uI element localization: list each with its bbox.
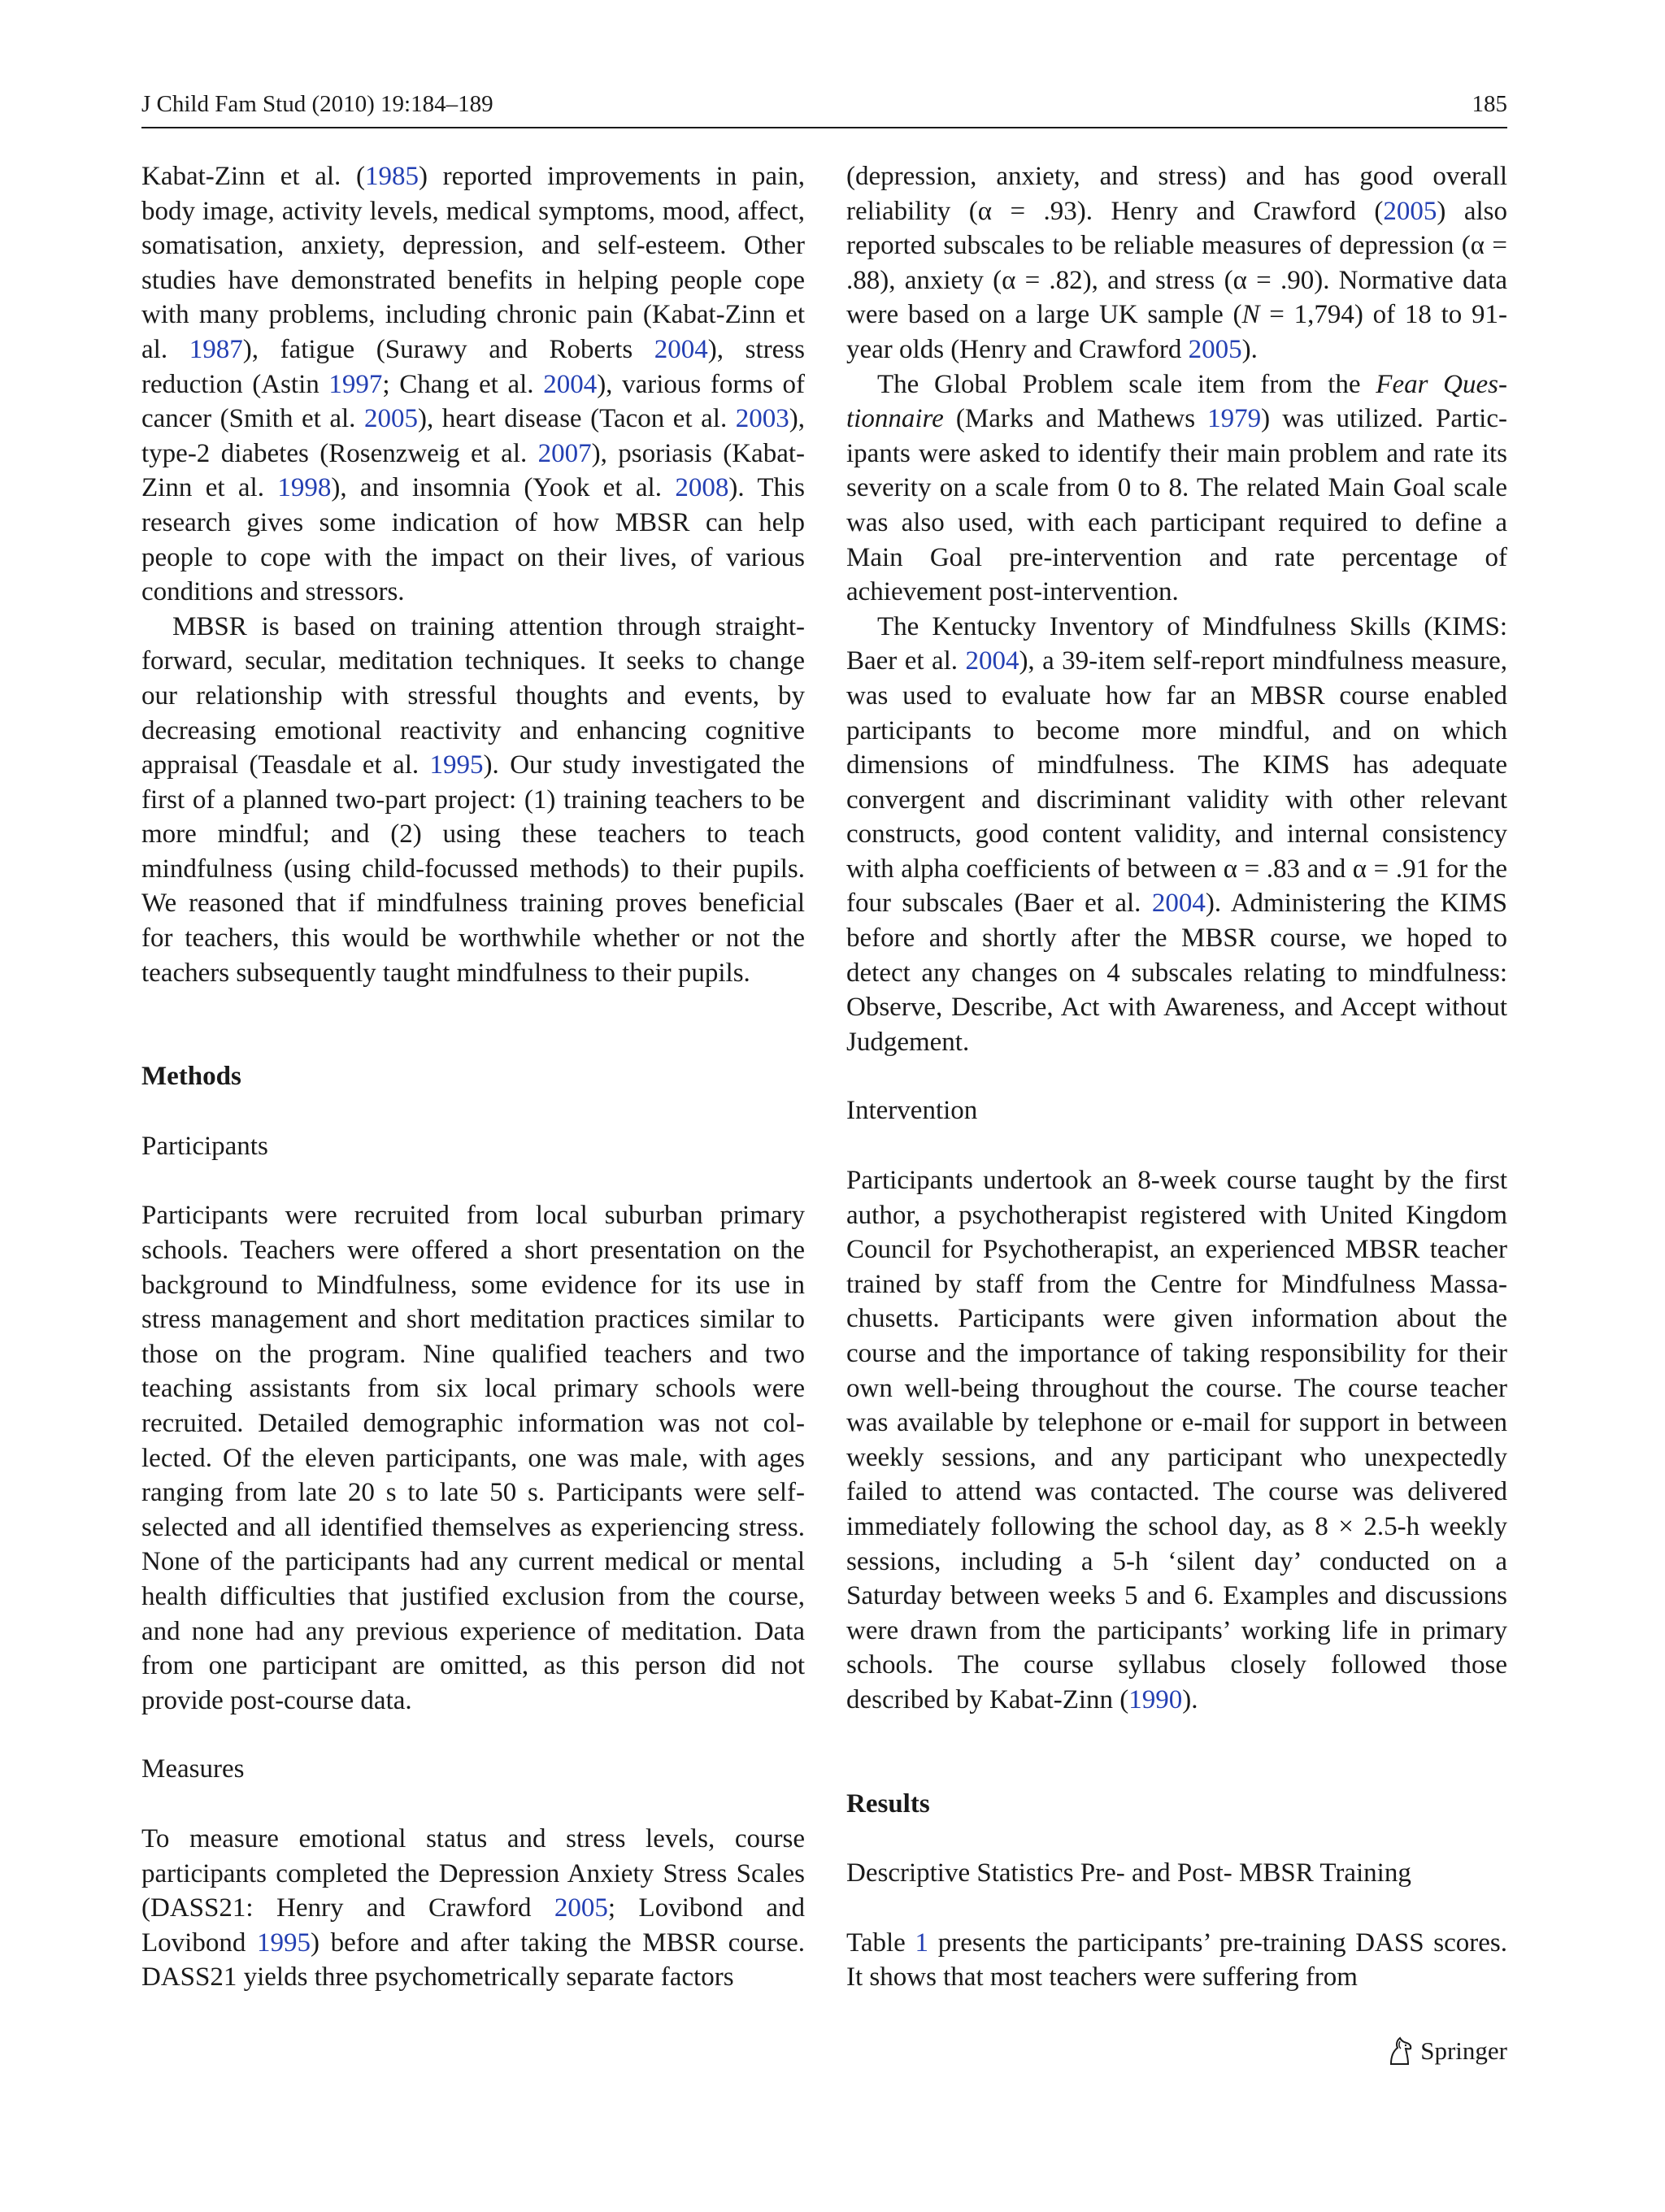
- citation-link[interactable]: 2004: [1151, 889, 1206, 919]
- right-column: [846, 159, 1507, 1995]
- table-link[interactable]: 1: [915, 1927, 929, 1958]
- citation-link[interactable]: 1997: [328, 369, 383, 399]
- paragraph-intervention: Participants undertook an 8-week course taught by the first author, a psychotherapist registered with United Kingdom Council for Psychotherapist, an experienced MBSR teacher trained by staff from the Centre for Mindfulness Massachusetts. Participants were given information about the course and the importance of taking responsibility for their own well-being throughout the course. The course teacher was available by telephone or e-mail for support in between weekly sessions, and any participant who unexpectedly failed to attend was contacted. The course was delivered immediately following the school day, as 8 × 2.5-h weekly sessions, including a 5-h ‘silent day’ conducted on a Saturday between weeks 5 and 6. Examples and discussions were drawn from the participants’ working life in primary schools. The course syllabus closely followed those described by Kabat-Zinn (1990).: [846, 1166, 1507, 1714]
- paragraph-table-intro: Table 1 presents the participants’ pre-training DASS scores. It shows that most teachers were suffering from: [846, 1927, 1507, 1993]
- section-heading-results: Results: [846, 1788, 930, 1819]
- paragraph-mbsr-training: MBSR is based on training attention through straightforward, secular, meditation techniques. It seeks to change our relationship with stressful thoughts and events, by decreasing emotional reactivity and enhancing cognitive appraisal (Teasdale et al. 1995). Our study investigated the first of a planned two-part project: (1) training teachers to be more mindful; and (2) using these teachers to teach mindfulness (using child-focussed methods) to their pupils. We reasoned that if mindfulness training proves beneficial for teachers, this would be worthwhile whether or not the teachers subsequently taught mindfulness to their pupils.: [141, 611, 805, 988]
- citation-link[interactable]: 2003: [735, 404, 789, 434]
- section-heading-methods: Methods: [141, 1062, 241, 1092]
- citation-link[interactable]: 2005: [1383, 196, 1437, 226]
- citation-link[interactable]: 2007: [537, 438, 592, 468]
- subsection-heading-descriptive-statistics: Descriptive Statistics Pre- and Post- MBSR Training: [846, 1858, 1411, 1888]
- citation-link[interactable]: 2004: [654, 334, 708, 364]
- citation-link[interactable]: 2004: [543, 369, 598, 399]
- subsection-heading-measures: Measures: [141, 1754, 245, 1784]
- citation-link[interactable]: 2005: [1188, 334, 1242, 364]
- left-column: [141, 159, 805, 1995]
- paragraph-measures: To measure emotional status and stress levels, course participants completed the Depression Anxiety Stress Scales (DASS21: Henry and Crawford 2005; Lovibond and Lovibond 1995) before and after taking the MBSR course. DASS21 yields three psychometrically separate factors: [141, 1823, 806, 1993]
- paragraph-mbsr-benefits: Kabat-Zinn et al. (1985) reported improvements in pain, body image, activity levels, medical symptoms, mood, affect, somatisation, anxiety, depression, and self-esteem. Other studies have demonstrated benefits in helping people cope with many problems, including chronic pain (Kabat-Zinn et al. 1987), fatigue (Surawy and Roberts 2004), stress reduction (Astin 1997; Chang et al. 2004), various forms of cancer (Smith et al. 2005), heart disease (Tacon et al. 2003), type-2 diabetes (Rosenzweig et al. 2007), psoriasis (Kabat-Zinn et al. 1998), and insomnia (Yook et al. 2008). This research gives some indication of how MBSR can help people to cope with the impact on their lives, of various conditions and stressors.: [141, 162, 806, 607]
- paragraph-dass-reliability: (depression, anxiety, and stress) and has good overall reliability (α = .93). Henry and Crawford (2005) also reported subscales to be reliable measures of depression (α = .88), anxiety (α = .82), and stress (α = .90). Normative data were based on a large UK sample (N = 1,794) of 18 to 91-year olds (Henry and Crawford 2005).: [846, 162, 1508, 364]
- springer-horse-icon: [1386, 2036, 1414, 2066]
- paragraph-participants: Participants were recruited from local suburban primary schools. Teachers were offered a short presentation on the background to Mindfulness, some evidence for its use in stress management and short meditation practices similar to those on the program. Nine qualified teachers and two teaching assistants from six local primary schools were recruited. Detailed demographic information was not collected. Of the eleven participants, one was male, with ages ranging from late 20 s to late 50 s. Participants were self-selected and all identified themselves as experiencing stress. None of the participants had any current medical or mental health difficulties that justified exclusion from the course, and none had any previous experience of meditation. Data from one participant are omitted, as this person did not provide post-course data.: [141, 1201, 805, 1715]
- citation-link[interactable]: 1995: [429, 750, 484, 780]
- citation-link[interactable]: 2005: [363, 404, 418, 434]
- paragraph-kims: The Kentucky Inventory of Mindfulness Skills (KIMS: Baer et al. 2004), a 39-item self-report mindfulness measure, was used to evaluate how far an MBSR course enabled participants to become more mindful, and on which dimensions of mindfulness. The KIMS has adequate convergent and discriminant validity with other relevant constructs, good content validity, and internal consistency with alpha coefficients of between α = .83 and α = .91 for the four subscales (Baer et al. 2004). Administering the KIMS before and shortly after the MBSR course, we hoped to detect any changes on 4 subscales relating to mindfulness: Observe, Describe, Act with Awareness, and Accept without Judgement.: [846, 611, 1508, 1057]
- citation-link[interactable]: 1995: [257, 1927, 311, 1958]
- running-header: [141, 88, 1507, 128]
- journal-citation: J Child Fam Stud (2010) 19:184–189: [141, 91, 493, 117]
- subsection-heading-intervention: Intervention: [846, 1096, 978, 1126]
- paragraph-global-problem: The Global Problem scale item from the Fear Questionnaire (Marks and Mathews 1979) was utilized. Participants were asked to identify their main problem and rate its severity on a scale from 0 to 8. The related Main Goal scale was also used, with each participant required to define a Main Goal pre-intervention and rate percentage of achievement post-intervention.: [846, 369, 1508, 607]
- citation-link[interactable]: 2004: [965, 646, 1019, 676]
- citation-link[interactable]: 1979: [1207, 404, 1262, 434]
- publisher-logo: [1386, 2036, 1507, 2066]
- page-number: 185: [1472, 91, 1507, 117]
- citation-link[interactable]: 1990: [1128, 1684, 1183, 1714]
- publisher-name: Springer: [1420, 2036, 1507, 2065]
- citation-link[interactable]: 2005: [554, 1893, 608, 1923]
- citation-link[interactable]: 1987: [189, 334, 243, 364]
- citation-link[interactable]: 2008: [675, 473, 729, 503]
- citation-link[interactable]: 1985: [364, 162, 419, 191]
- citation-link[interactable]: 1998: [277, 473, 332, 503]
- subsection-heading-participants: Participants: [141, 1131, 268, 1161]
